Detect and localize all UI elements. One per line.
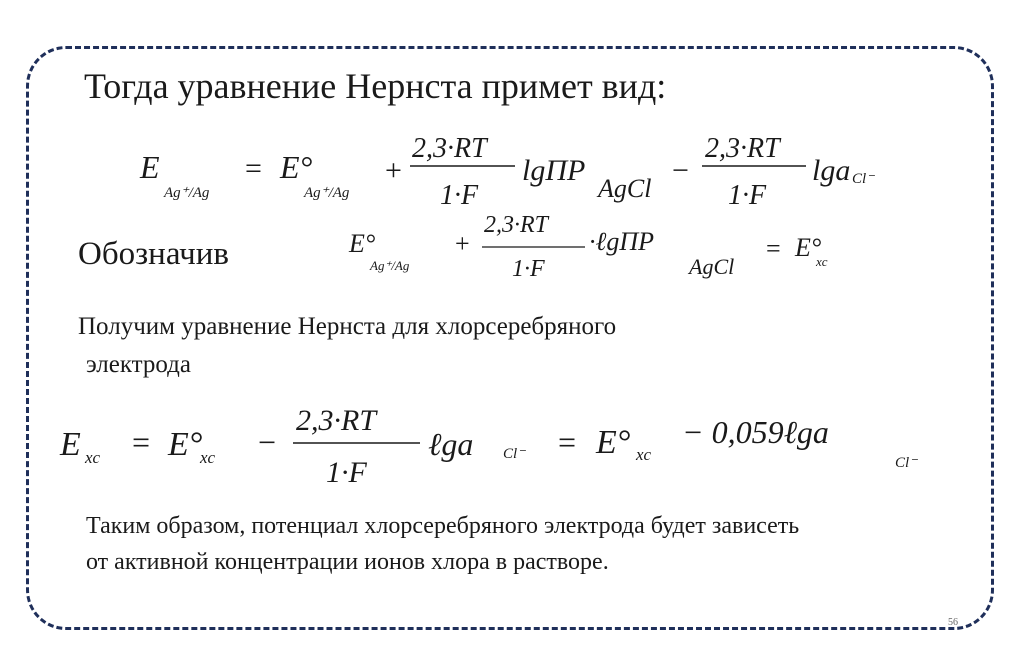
eq1-minus: − [672,154,689,187]
eq1-lga-sub: Cl⁻ [852,171,875,187]
eq2-Exc-sub: xc [816,254,828,269]
eq2-lgPR: ·ℓgПР [589,227,654,256]
eq3-coef-sub: Cl⁻ [895,455,918,471]
conclusion-line-2: от активной концентрации ионов хлора в растворе. [86,549,609,575]
result-line-2: электрода [86,351,191,378]
eq3-E-sub: xc [85,448,101,467]
eq1-den: 1·F [440,180,479,211]
eq2-equals: = [766,234,781,263]
eq1-lgPR: lgПР [522,154,586,187]
eq2-den: 1·F [512,256,545,282]
eq3-E0b-sub: xc [636,445,652,464]
eq1-plus: + [385,154,402,187]
eq1-E: E [140,149,160,185]
eq3-den: 1·F [326,456,367,489]
eq1-equals: = [245,152,262,185]
eq1-lga: lga [812,154,851,187]
eq1-E0: E° [280,149,313,185]
eq1-E0-sub: Ag⁺/Ag [304,185,350,201]
eq3-lga-sub: Cl⁻ [503,446,526,462]
eq2-lgPR-sub: AgCl [689,254,735,279]
eq3-lga: ℓga [428,426,474,462]
eq2-Exc: E° [795,233,822,262]
eq3-E: E [60,426,81,463]
conclusion-line-1: Таким образом, потенциал хлорсеребряного электрода будет зависеть [86,513,800,539]
eq3-minus-1: − [258,424,277,460]
result-line-1: Получим уравнение Нернста для хлорсеребряного [78,313,617,340]
eq1-E-sub: Ag⁺/Ag [164,185,210,201]
slide-heading: Тогда уравнение Нернста примет вид: [84,66,667,106]
eq3-E0b: E° [596,424,631,461]
designate-label: Обозначив [78,236,229,272]
eq2-E0: E° [349,229,376,258]
eq3-E0-sub: xc [200,448,216,467]
eq1-lgPR-sub: AgCl [598,174,652,203]
eq2-num: 2,3·RT [484,212,549,238]
eq1-den2: 1·F [728,180,767,211]
eq3-coef: − 0,059ℓga [682,414,829,450]
eq2-plus: + [455,229,470,258]
eq1-num2: 2,3·RT [705,133,780,164]
eq1-num: 2,3·RT [412,133,487,164]
eq3-equals-1: = [132,424,151,460]
eq3-E0: E° [168,426,203,463]
eq3-num: 2,3·RT [296,404,377,437]
eq2-E0-sub: Ag⁺/Ag [370,258,410,273]
page-number: 56 [948,617,958,628]
eq3-equals-2: = [558,424,577,460]
